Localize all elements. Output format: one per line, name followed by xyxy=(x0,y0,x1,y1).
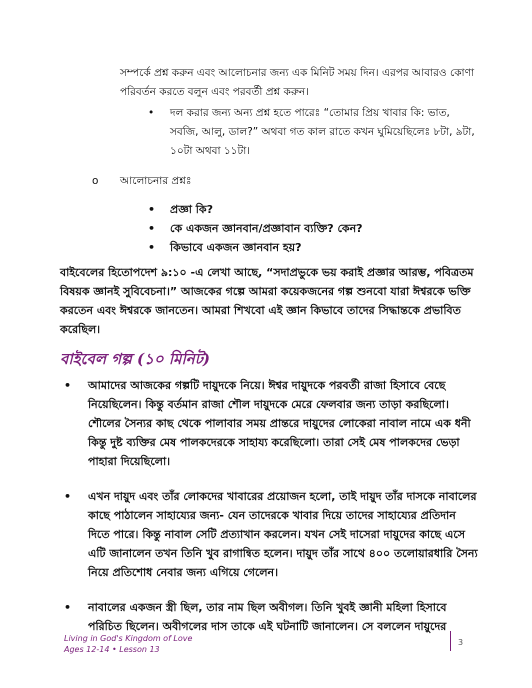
footer-lesson-info: Ages 12-14 • Lesson 13 xyxy=(64,645,160,654)
list-marker: o xyxy=(92,175,99,187)
footer-course-info xyxy=(64,633,192,655)
sub-bullet-text: দল করার জন্য অন্য প্রশ্ন হতে পারেঃ “তোমার প্রিয় খাবার কি: ভাত, সবজি, আলু, ডাল?” অথবা গত কাল রাতে কখন ঘুমিয়েছিলেঃ ৮টা, ৯টা, ১০টা অথবা ১১টা। xyxy=(170,107,475,157)
discussion-questions xyxy=(148,200,478,257)
question-item xyxy=(148,219,478,238)
bullet-marker: • xyxy=(64,379,72,392)
bullet-marker: • xyxy=(148,241,156,254)
story-paragraph xyxy=(60,487,480,582)
story-text: আমাদের আজকের গল্পটি দায়ুদকে নিয়ে। ঈশ্বর দায়ুদকে পরবর্তী রাজা হিসাবে বেছে নিয়েছিলেন। কিন্তু বর্তমান রাজা শৌল দায়ুদকে মেরে ফেলবার জন্য তাড়া করছিলো। শৌলের সৈন্যর কাছ থেকে পালাবার সময় প্রান্তরে দায়ুদের লোকেরা নাবাল নামে এক ধনী কিন্তু দুষ্ট ব্যক্তির মেষ পালকদেরকে সাহায্য করেছিলো। তারা সেই মেষ পালকদের ভেড়া পাহারা দিয়েছিলো। xyxy=(88,379,471,468)
question-text: প্রজ্ঞা কি? xyxy=(170,203,213,216)
sub-bullet-list xyxy=(148,104,478,161)
intro-paragraph: সম্পর্কে প্রশ্ন করুন এবং আলোচনার জন্য এক মিনিট সময় দিন। এরপর আবারও কোণা পরিবর্তন করতে বলুন এবং পরবর্তী প্রশ্ন করুন। xyxy=(120,67,474,98)
story-paragraph xyxy=(60,376,480,471)
question-item xyxy=(148,200,478,219)
story-paragraph xyxy=(60,598,480,636)
story-text: এখন দায়ুদ এবং তাঁর লোকদের খাবারের প্রয়োজন হলো, তাই দায়ুদ তাঁর দাসকে নাবালের কাছে পাঠালেন সাহায্যের জন্য- যেন তাদেরকে খাবার দিয়ে তাদের সাহায্যের প্রতিদান দিতে পারে। কিন্তু নাবাল সেটি প্রত্যাখান করলেন। যখন সেই দাসেরা দায়ুদের কাছে এসে এটি জানালেন তখন তিনি খুব রাগান্বিত হলেন। দায়ুদ তাঁর সাথে ৪০০ তলোয়ারধারি সৈন্য নিয়ে প্রতিশোধ নেবার জন্য এগিয়ে গেলেন। xyxy=(88,490,478,579)
page-number: 3 xyxy=(458,638,464,647)
bullet-marker: • xyxy=(148,107,155,119)
bullet-marker: • xyxy=(64,490,72,503)
verse-paragraph: বাইবেলের হিতোপদেশ ৯:১০ -এ লেখা আছে, “সদাপ্রভুকে ভয় করাই প্রজ্ঞার আরম্ভ, পবিত্রতম বিষয়ক জ্ঞানই সুবিবেচনা।” আজকের গল্পে আমরা কয়েকজনের গল্প শুনবো যারা ঈশ্বরকে ভক্তি করতেন এবং ঈশ্বরকে জানতেন। আমরা শিখবো এই জ্ঞান কিভাবে তাদের সিদ্ধান্তকে প্রভাবিত করেছিল। xyxy=(60,266,474,336)
story-text: নাবালের একজন স্ত্রী ছিল, তার নাম ছিল অবীগল। তিনি খুবই জ্ঞানী মহিলা হিসাবে পরিচিত ছিলেন। অবীগলের দাস তাকে এই ঘটনাটি জানালেন। সে বললেন দায়ুদের xyxy=(88,601,447,633)
bullet-marker: • xyxy=(148,203,156,216)
section-heading: বাইবেল গল্প (১০ মিনিট) xyxy=(60,350,210,368)
sub-bullet-item xyxy=(148,104,478,161)
question-text: কিভাবে একজন জ্ঞানবান হয়? xyxy=(170,241,302,254)
footer-divider xyxy=(450,631,451,651)
question-text: কে একজন জ্ঞানবান/প্রজ্ঞাবান ব্যক্তি? কেন? xyxy=(170,222,363,235)
story-list xyxy=(60,376,480,652)
bullet-marker: • xyxy=(148,222,156,235)
footer-course-title: Living in God's Kingdom of Love xyxy=(64,634,193,643)
question-item xyxy=(148,238,478,257)
discussion-heading xyxy=(92,174,191,191)
bullet-marker: • xyxy=(64,601,72,614)
discussion-heading-text: আলোচনার প্রশ্নঃ xyxy=(120,175,192,187)
